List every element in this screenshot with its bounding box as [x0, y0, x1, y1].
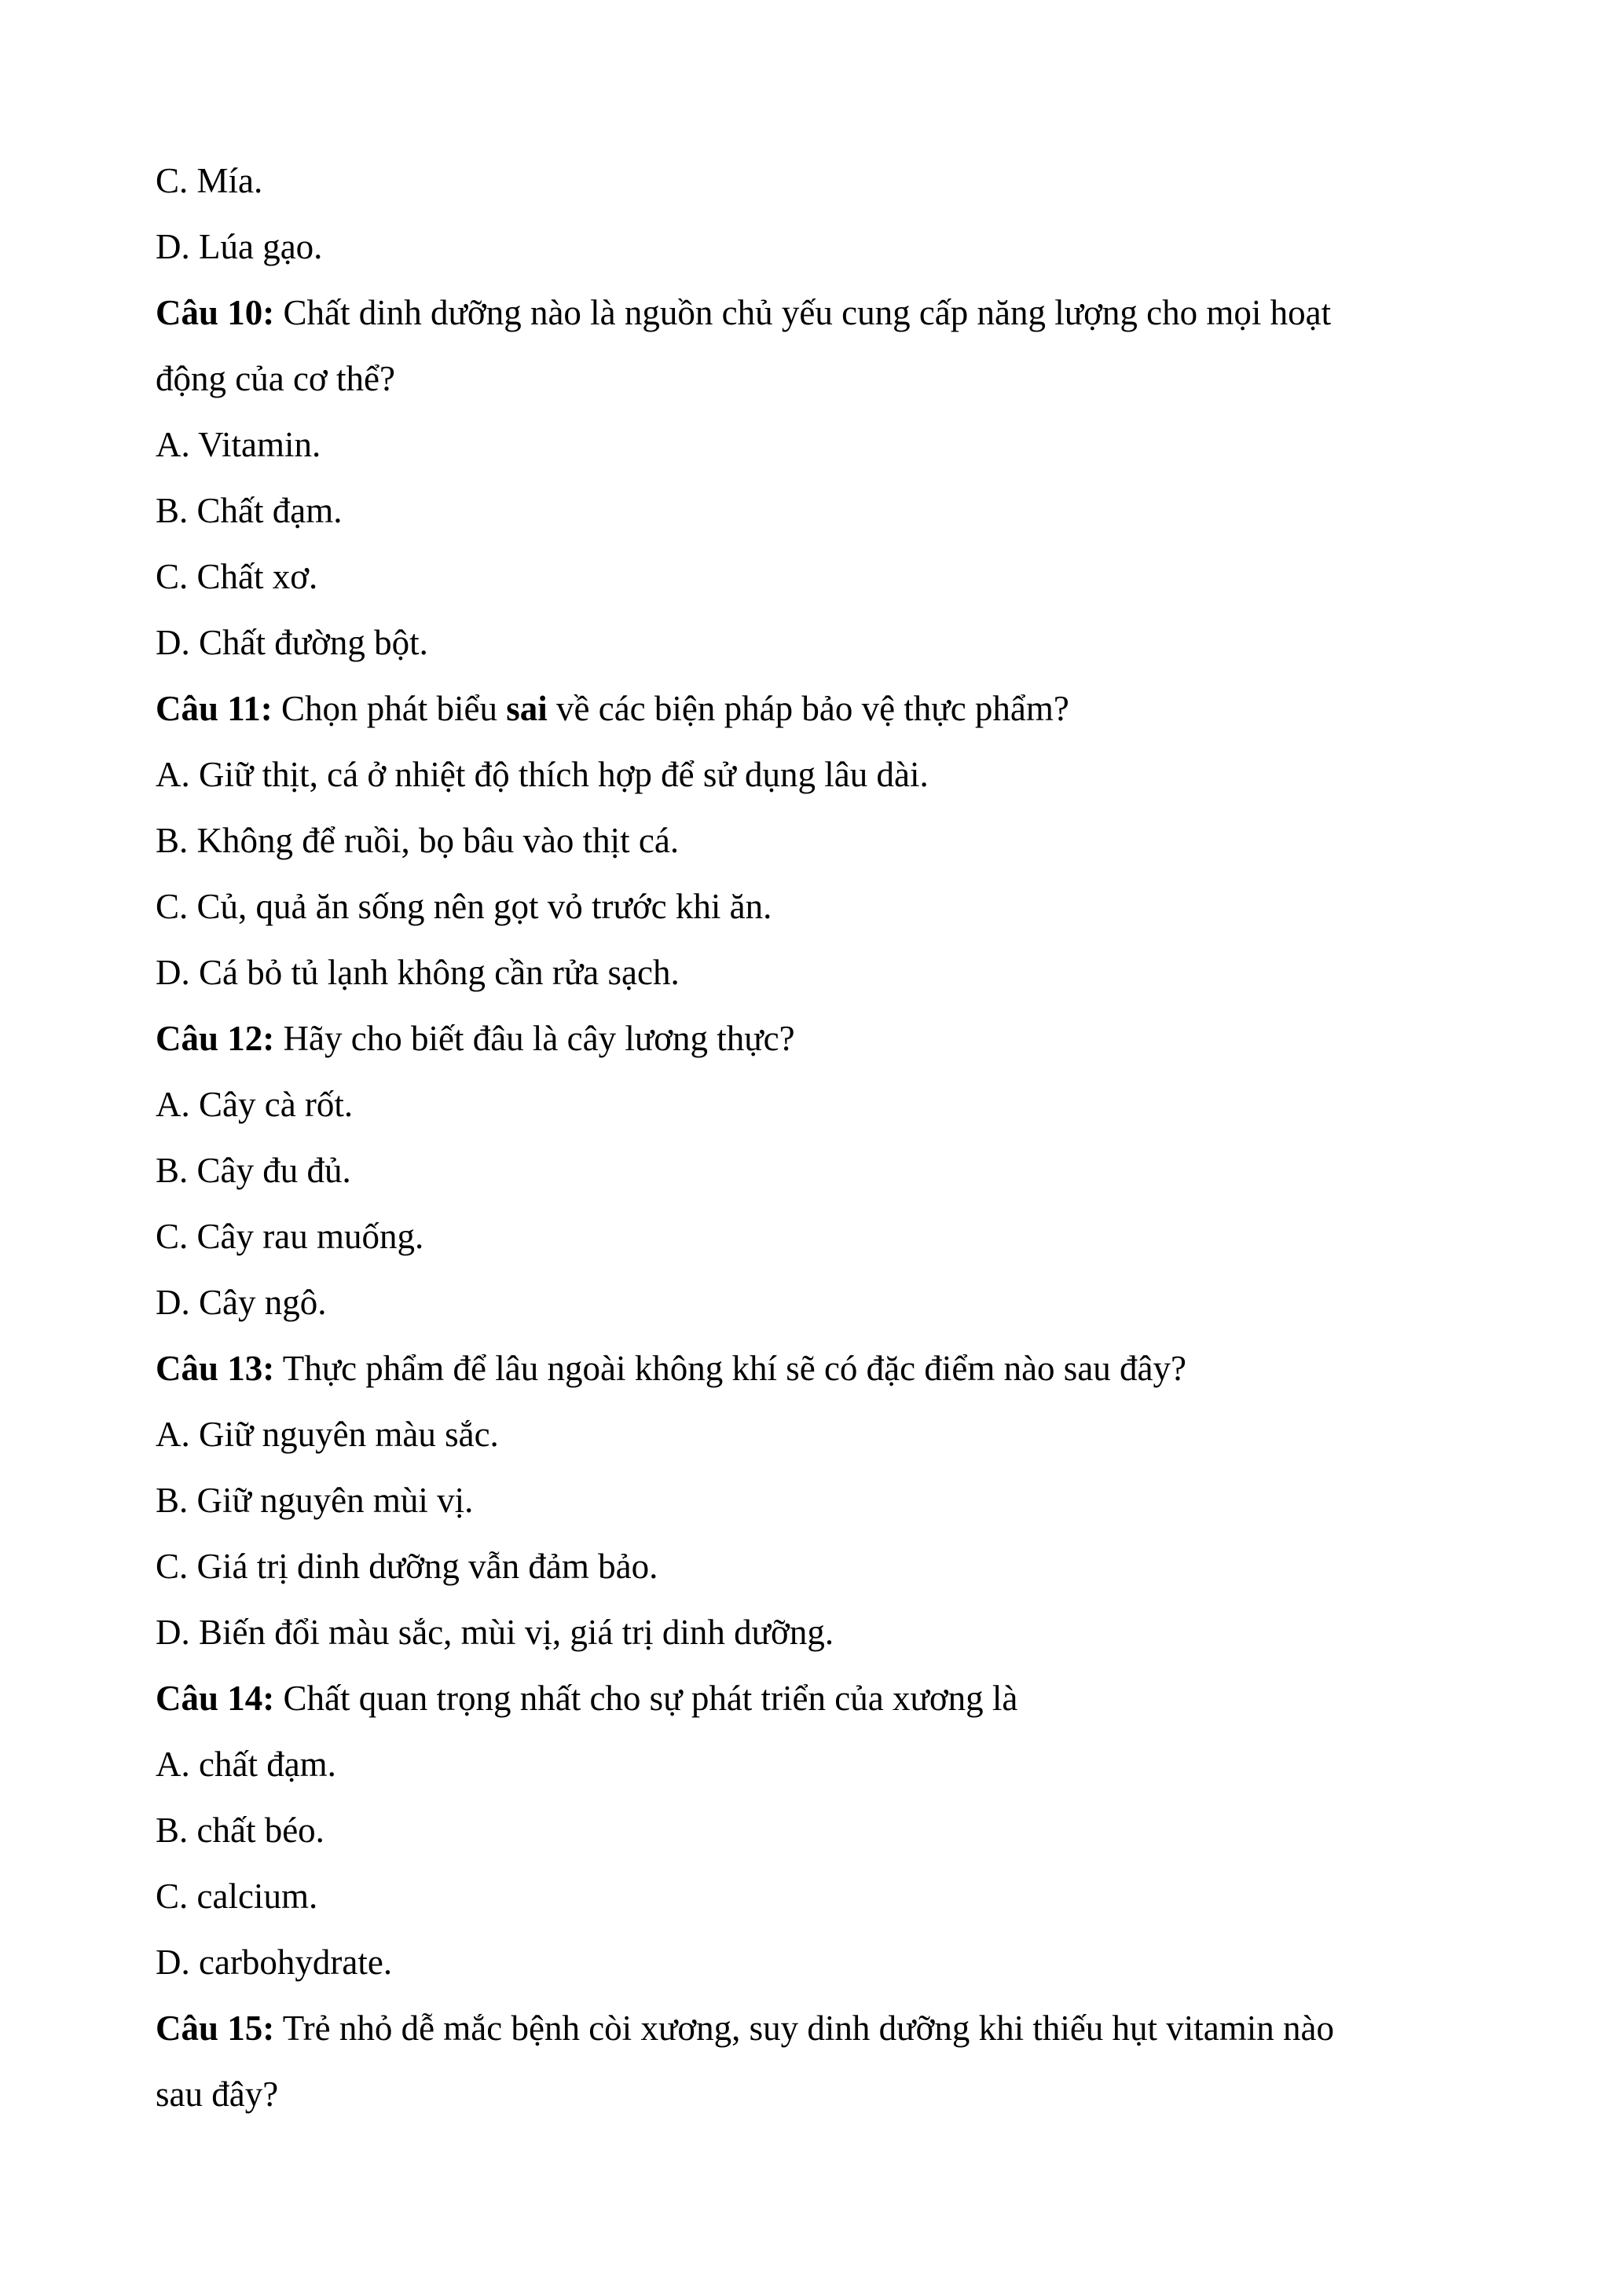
- document-page: [156, 148, 1476, 2127]
- question-14: [156, 1665, 1476, 1731]
- answer-option: B. chất béo.: [156, 1811, 324, 1850]
- question-11: [156, 676, 1476, 742]
- answer-option: D. Chất đường bột.: [156, 623, 428, 662]
- question-label: Câu 14:: [156, 1679, 275, 1718]
- answer-option: C. Mía.: [156, 161, 263, 200]
- answer-option: A. Giữ nguyên màu sắc.: [156, 1415, 499, 1454]
- question-text: Chất quan trọng nhất cho sự phát triển của xương là: [274, 1679, 1018, 1718]
- question-10: [156, 280, 1476, 346]
- emphasis-word: sai: [506, 689, 548, 728]
- question-text: Hãy cho biết đâu là cây lương thực?: [274, 1019, 795, 1058]
- answer-option: A. Vitamin.: [156, 425, 321, 464]
- question-text: Chất dinh dưỡng nào là nguồn chủ yếu cung cấp năng lượng cho mọi hoạt: [274, 293, 1332, 332]
- question-text: Thực phẩm để lâu ngoài không khí sẽ có đặc điểm nào sau đây?: [274, 1349, 1186, 1388]
- answer-option: A. chất đạm.: [156, 1745, 336, 1784]
- answer-option: B. Cây đu đủ.: [156, 1151, 351, 1190]
- answer-option: C. calcium.: [156, 1877, 318, 1916]
- answer-option: D. Lúa gạo.: [156, 227, 323, 266]
- question-text: Chọn phát biểu: [272, 689, 507, 728]
- answer-option: B. Chất đạm.: [156, 491, 343, 530]
- question-label: Câu 12:: [156, 1019, 275, 1058]
- question-13: [156, 1335, 1476, 1401]
- answer-option: A. Giữ thịt, cá ở nhiệt độ thích hợp để sử dụng lâu dài.: [156, 755, 929, 794]
- answer-option: C. Củ, quả ăn sống nên gọt vỏ trước khi ăn.: [156, 887, 772, 926]
- answer-option: D. Biến đổi màu sắc, mùi vị, giá trị dinh dưỡng.: [156, 1613, 834, 1652]
- answer-option: C. Giá trị dinh dưỡng vẫn đảm bảo.: [156, 1547, 658, 1586]
- question-text-continued: sau đây?: [156, 2074, 279, 2114]
- answer-option: C. Cây rau muống.: [156, 1217, 424, 1256]
- question-15: [156, 1995, 1476, 2061]
- question-text: về các biện pháp bảo vệ thực phẩm?: [547, 689, 1069, 728]
- answer-option: A. Cây cà rốt.: [156, 1085, 354, 1124]
- answer-option: B. Không để ruồi, bọ bâu vào thịt cá.: [156, 821, 680, 860]
- question-12: [156, 1005, 1476, 1071]
- question-text: Trẻ nhỏ dễ mắc bệnh còi xương, suy dinh dưỡng khi thiếu hụt vitamin nào: [274, 2009, 1335, 2048]
- answer-option: D. Cá bỏ tủ lạnh không cần rửa sạch.: [156, 953, 680, 992]
- question-label: Câu 13:: [156, 1349, 275, 1388]
- question-label: Câu 11:: [156, 689, 273, 728]
- question-label: Câu 15:: [156, 2009, 275, 2048]
- answer-option: D. Cây ngô.: [156, 1283, 327, 1322]
- answer-option: D. carbohydrate.: [156, 1943, 393, 1982]
- question-text-continued: động của cơ thể?: [156, 359, 395, 398]
- answer-option: C. Chất xơ.: [156, 557, 318, 596]
- answer-option: B. Giữ nguyên mùi vị.: [156, 1481, 474, 1520]
- question-label: Câu 10:: [156, 293, 275, 332]
